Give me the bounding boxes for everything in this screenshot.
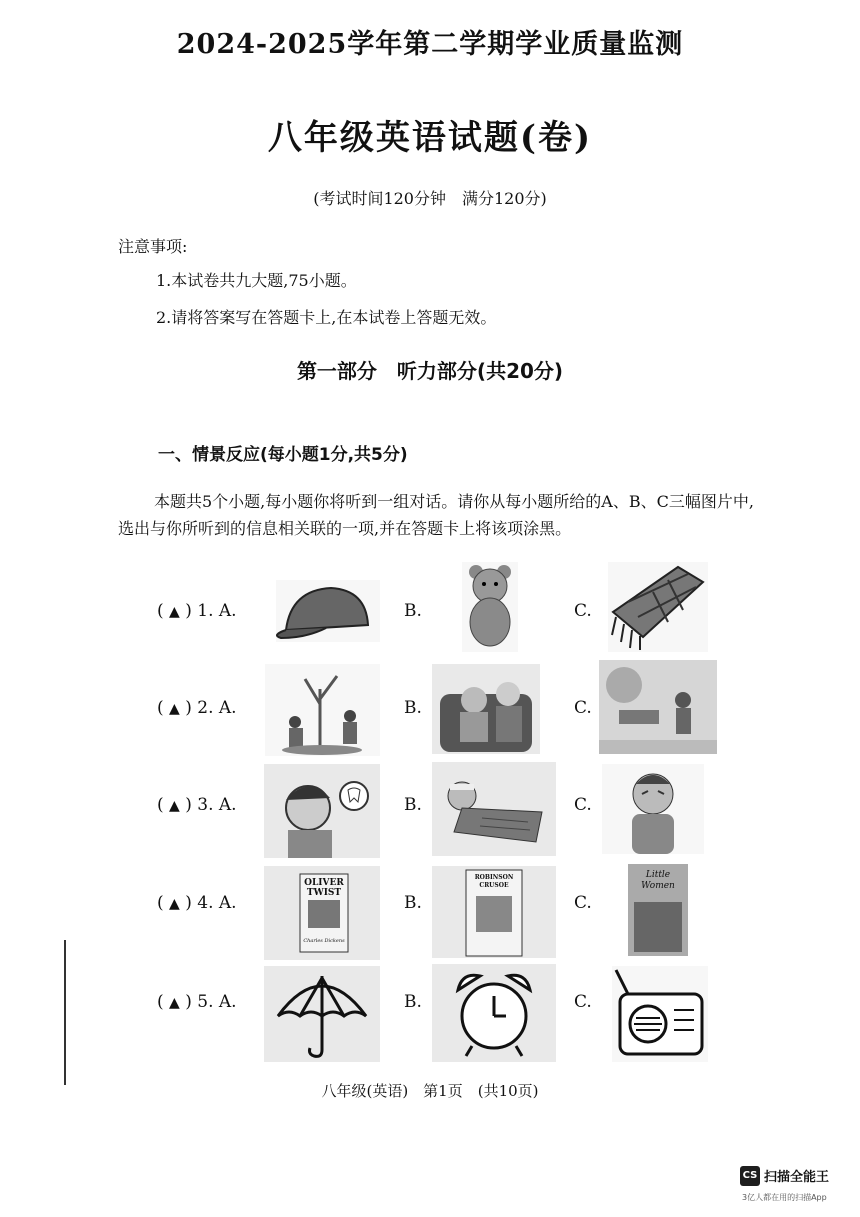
radio-image bbox=[612, 966, 708, 1062]
page-footer: 八年级(英语) 第1页 (共10页) bbox=[321, 1082, 539, 1100]
grandparents-image bbox=[432, 664, 540, 754]
teddy-bear-image bbox=[462, 562, 518, 652]
toothache-image bbox=[264, 764, 380, 858]
part-title: 第一部分 听力部分(共20分) bbox=[296, 359, 564, 383]
question-3-label: ( ▲ ) 3. A. bbox=[157, 795, 237, 815]
notice-item: 1.本试卷共九大题,75小题。 bbox=[156, 271, 357, 290]
question-number: 5. A. bbox=[197, 992, 237, 1012]
option-b-label: B. bbox=[404, 992, 422, 1012]
option-b-label: B. bbox=[404, 795, 422, 815]
question-4-label: ( ▲ ) 4. A. bbox=[157, 893, 237, 913]
watermark-subtitle: 3亿人都在用的扫描App bbox=[742, 1193, 827, 1202]
option-c-label: C. bbox=[574, 992, 592, 1012]
little-women-book bbox=[628, 864, 688, 956]
book-title: OLIVER TWIST bbox=[304, 878, 344, 898]
page-title: 八年级英语试题(卷) bbox=[267, 118, 593, 158]
park-cleaning-image bbox=[599, 660, 717, 754]
camscanner-logo-icon: CS bbox=[740, 1166, 760, 1186]
cap-image bbox=[276, 580, 380, 642]
option-b-label: B. bbox=[404, 698, 422, 718]
option-b-label: B. bbox=[404, 893, 422, 913]
answer-mark: ▲ bbox=[169, 995, 180, 1011]
option-c-label: C. bbox=[574, 795, 592, 815]
alarm-clock-image bbox=[432, 964, 556, 1062]
option-b-label: B. bbox=[404, 601, 422, 621]
exam-header-title: 2024-2025学年第二学期学业质量监测 bbox=[176, 29, 684, 60]
oliver-twist-book bbox=[264, 866, 380, 960]
notice-item: 2.请将答案写在答题卡上,在本试卷上答题无效。 bbox=[156, 308, 497, 327]
question-number: 1. A. bbox=[197, 601, 237, 621]
umbrella-image bbox=[264, 966, 380, 1062]
exam-info: (考试时间120分钟 满分120分) bbox=[313, 189, 547, 208]
section-instructions: 本题共5个小题,每小题你将听到一组对话。请你从每小题所给的A、B、C三幅图片中,选出与你所听到的信息相关联的一项,并在答题卡上将该项涂黑。 bbox=[118, 492, 754, 538]
answer-mark: ▲ bbox=[169, 604, 180, 620]
option-c-label: C. bbox=[574, 893, 592, 913]
book-title: Little Women bbox=[641, 870, 675, 891]
watermark-name: 扫描全能王 bbox=[764, 1170, 830, 1185]
question-number: 2. A. bbox=[197, 698, 237, 718]
option-c-label: C. bbox=[574, 601, 592, 621]
answer-mark: ▲ bbox=[169, 896, 180, 912]
robinson-crusoe-book bbox=[432, 866, 556, 958]
question-1-label: ( ▲ ) 1. A. bbox=[157, 601, 237, 621]
stomachache-image bbox=[602, 764, 704, 854]
notice-title: 注意事项: bbox=[118, 237, 188, 256]
question-5-label: ( ▲ ) 5. A. bbox=[157, 992, 237, 1012]
fever-bed-image bbox=[432, 762, 556, 856]
section-title: 一、情景反应(每小题1分,共5分) bbox=[158, 445, 408, 465]
answer-mark: ▲ bbox=[169, 798, 180, 814]
scarf-image bbox=[608, 562, 708, 652]
question-number: 4. A. bbox=[197, 893, 237, 913]
option-c-label: C. bbox=[574, 698, 592, 718]
book-author: Charles Dickens bbox=[303, 938, 345, 944]
question-2-label: ( ▲ ) 2. A. bbox=[157, 698, 237, 718]
margin-line bbox=[64, 940, 66, 1085]
book-title: ROBINSON CRUSOE bbox=[474, 874, 514, 889]
tree-planting-image bbox=[265, 664, 380, 756]
question-number: 3. A. bbox=[197, 795, 237, 815]
answer-mark: ▲ bbox=[169, 701, 180, 717]
